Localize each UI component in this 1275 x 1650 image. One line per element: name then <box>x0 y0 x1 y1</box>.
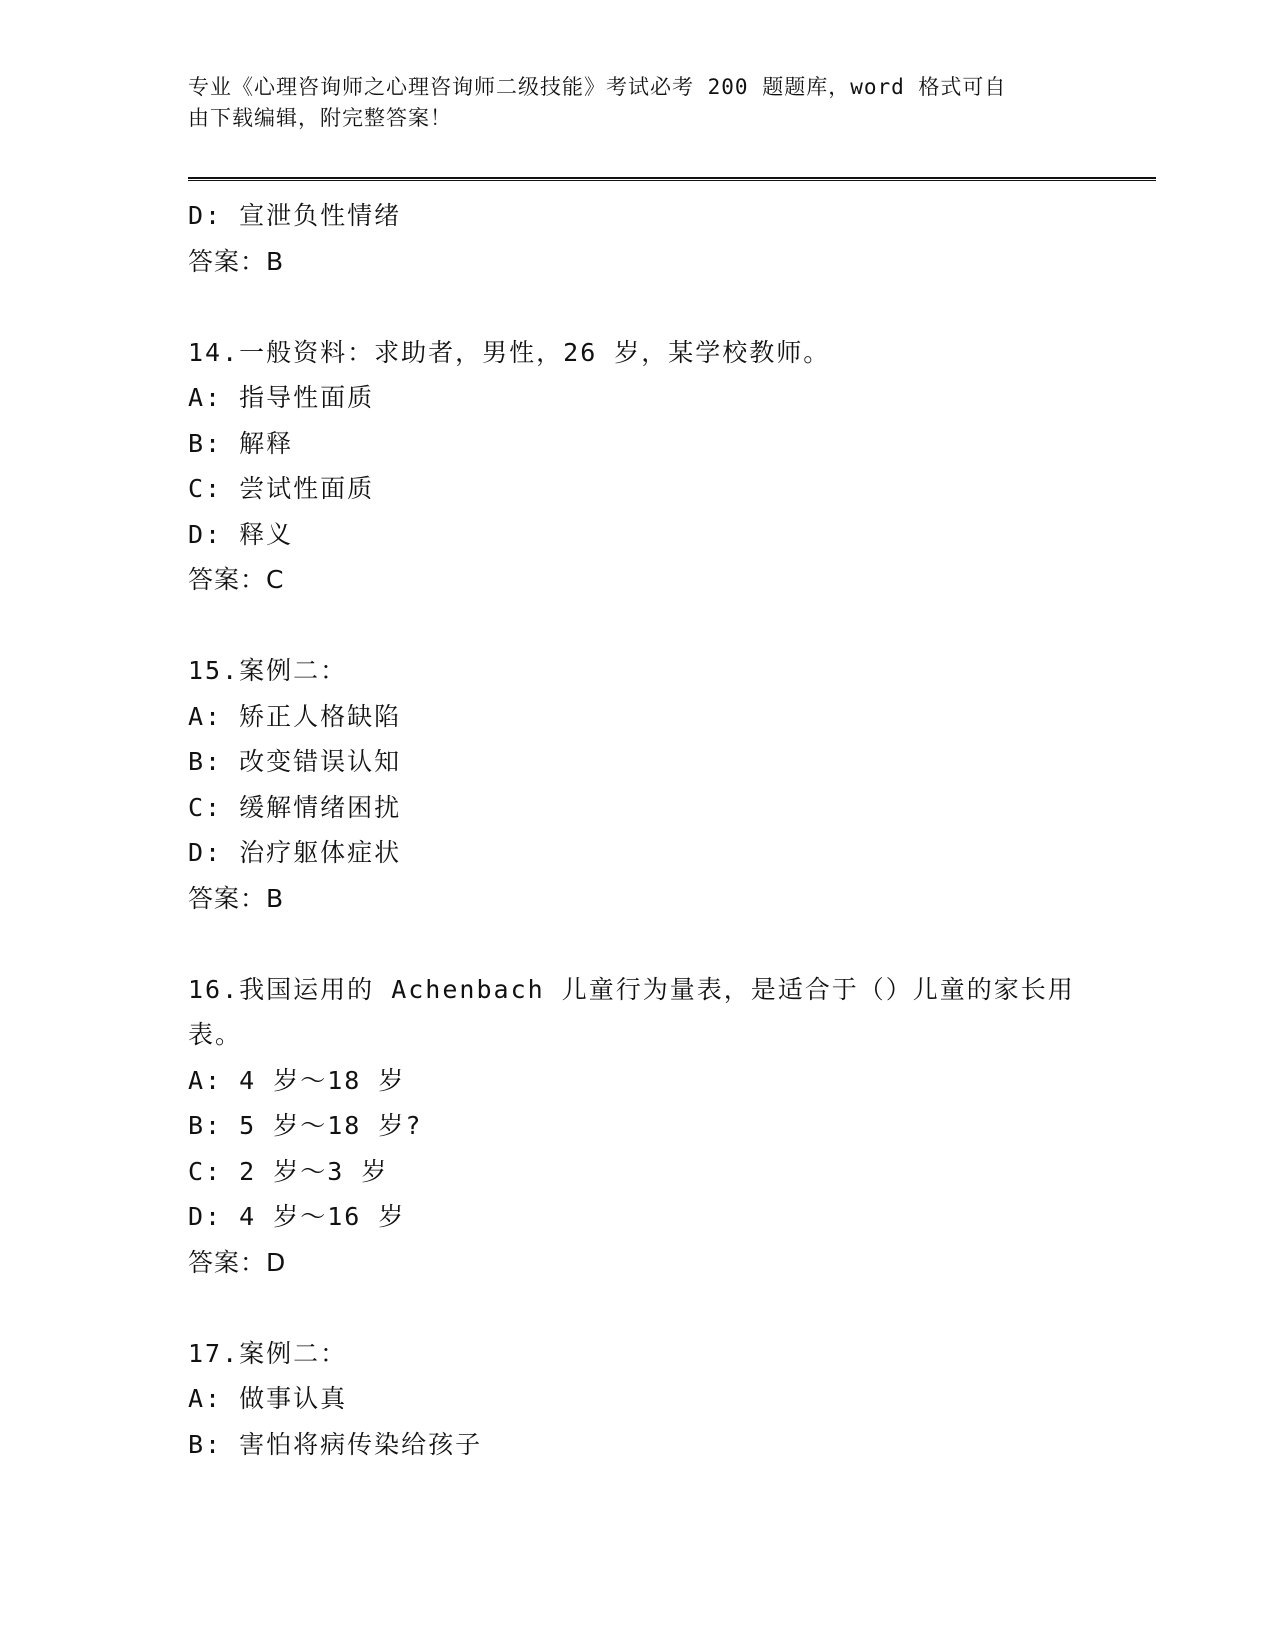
question-17-text: 17.案例二： <box>188 1338 348 1368</box>
question-15-answer: 答案：B <box>188 883 285 913</box>
question-14-text: 14.一般资料：求助者，男性，26 岁，某学校教师。 <box>188 337 831 367</box>
spacer <box>188 284 1068 330</box>
question-14-answer: 答案：C <box>188 565 285 594</box>
spacer <box>188 603 1068 649</box>
question-15-option-c: C: 缓解情绪困扰 <box>188 792 402 822</box>
question-16-answer: 答案：D <box>188 1247 287 1277</box>
question-16-text-line-2: 表。 <box>188 1020 243 1049</box>
question-14-option-a: A: 指导性面质 <box>188 383 375 412</box>
question-16-option-d: D: 4 岁～16 岁 <box>188 1202 406 1231</box>
spacer <box>188 1285 1068 1331</box>
spacer <box>188 921 1068 967</box>
question-14-option-b: B: 解释 <box>188 428 294 458</box>
document-header <box>188 72 1068 134</box>
question-16-option-c: C: 2 岁～3 岁 <box>188 1156 389 1186</box>
question-16-option-a: A: 4 岁～18 岁 <box>188 1065 406 1095</box>
question-17-option-b: B: 害怕将病传染给孩子 <box>188 1429 483 1459</box>
question-15-text: 15.案例二： <box>188 656 348 685</box>
question-16 <box>188 967 1075 1286</box>
question-13-answer: 答案：B <box>188 246 285 276</box>
question-14 <box>188 330 1068 603</box>
header-line-2: 由下载编辑，附完整答案！ <box>188 106 452 130</box>
header-divider <box>188 177 1156 181</box>
question-15-option-a: A: 矫正人格缺陷 <box>188 701 402 731</box>
question-14-option-c: C: 尝试性面质 <box>188 474 375 503</box>
question-16-text-line-1: 16.我国运用的 Achenbach 儿童行为量表，是适合于（）儿童的家长用 <box>188 974 1075 1004</box>
question-16-option-b: B: 5 岁～18 岁? <box>188 1111 423 1140</box>
question-13-tail <box>188 193 1068 284</box>
question-13-option-d: D: 宣泄负性情绪 <box>188 201 402 230</box>
question-14-option-d: D: 释义 <box>188 519 294 549</box>
question-17-option-a: A: 做事认真 <box>188 1384 348 1413</box>
header-line-1: 专业《心理咨询师之心理咨询师二级技能》考试必考 200 题题库，word 格式可自 <box>188 75 1007 99</box>
question-15 <box>188 648 1068 921</box>
question-15-option-d: D: 治疗躯体症状 <box>188 838 402 867</box>
question-15-option-b: B: 改变错误认知 <box>188 747 402 776</box>
question-content <box>188 193 1075 1467</box>
question-17 <box>188 1331 1068 1468</box>
